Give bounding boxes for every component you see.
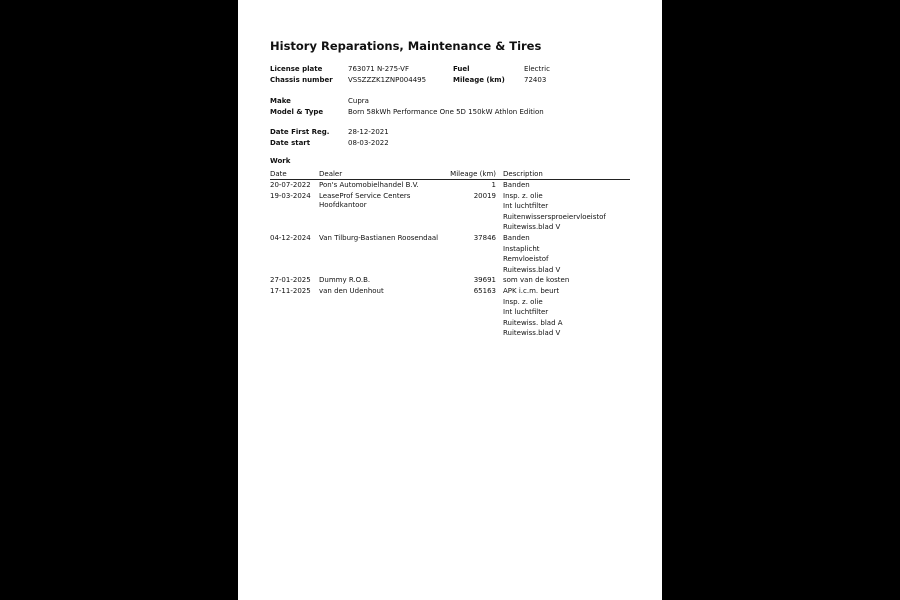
row-descriptions [503,192,606,234]
make-label: Make [270,97,291,105]
row-dealer [319,276,370,285]
first-reg-label: Date First Reg. [270,128,330,136]
row-date: 04-12-2024 [270,233,311,242]
column-header-mileage: Mileage (km) [450,170,496,178]
row-mileage: 37846 [473,233,496,242]
date-start-value: 08-03-2022 [348,139,389,147]
page-title: History Reparations, Maintenance & Tires [270,39,542,53]
model-label: Model & Type [270,108,324,116]
row-description-item: Instaplicht [503,244,540,253]
row-dealer-line: Hoofdkantoor [319,200,367,209]
row-descriptions [503,234,560,276]
row-description-item: Ruitewiss.blad V [503,329,561,338]
date-start-label: Date start [270,139,311,147]
column-header-dealer: Dealer [319,170,343,178]
row-dealer-line: Dummy R.O.B. [319,276,371,285]
mileage-label: Mileage (km) [453,76,505,84]
header-divider [270,179,630,180]
row-dealer [319,181,419,190]
row-date: 19-03-2024 [270,191,311,200]
row-date: 17-11-2025 [270,286,311,295]
first-reg-value: 28-12-2021 [348,128,389,136]
row-dealer-line: Pon's Automobielhandel B.V. [319,181,419,189]
row-description-item: Ruitewiss.blad V [503,223,561,232]
license-plate-label: License plate [270,65,323,73]
table-row [270,276,630,287]
row-description-item: Ruitenwissersproeiervloeistof [503,212,606,221]
row-description-item: APK i.c.m. beurt [503,286,560,295]
row-dealer [319,234,438,243]
row-date: 27-01-2025 [270,276,311,285]
column-header-date: Date [270,170,287,178]
license-plate-value: 763071 N-275-VF [348,65,410,73]
row-dealer [319,192,410,210]
table-row [270,181,630,192]
fuel-label: Fuel [453,65,470,73]
table-row [270,192,630,234]
row-mileage: 20019 [473,191,496,200]
row-description-item: Banden [503,233,530,242]
row-date: 20-07-2022 [270,181,311,189]
table-row [270,234,630,276]
row-description-item: Banden [503,181,530,189]
row-description-item: Insp. z. olie [503,297,543,306]
fuel-value: Electric [524,65,550,73]
row-description-item: Int luchtfilter [503,308,549,317]
row-dealer-line: Van Tilburg-Bastianen Roosendaal [319,233,439,242]
row-dealer [319,287,384,296]
row-descriptions [503,276,569,287]
work-heading: Work [270,157,291,165]
row-dealer-line: van den Udenhout [319,286,384,295]
make-value: Cupra [348,97,369,105]
row-mileage: 1 [491,181,496,189]
chassis-label: Chassis number [270,76,333,84]
model-value: Born 58kWh Performance One 5D 150kW Athlon Edition [348,108,544,116]
document-page [238,0,662,600]
row-mileage: 65163 [473,286,496,295]
row-description-item: Int luchtfilter [503,202,549,211]
row-descriptions [503,287,563,340]
row-dealer-line: LeaseProf Service Centers [319,191,411,200]
row-description-item: Ruitewiss.blad V [503,265,561,274]
table-row [270,287,630,340]
column-header-description: Description [503,170,543,178]
work-table [270,181,630,340]
chassis-value: VSSZZZK1ZNP004495 [348,76,427,84]
row-description-item: Insp. z. olie [503,191,543,200]
row-description-item: Ruitewiss. blad A [503,318,563,327]
row-descriptions [503,181,530,192]
row-description-item: som van de kosten [503,276,570,285]
row-mileage: 39691 [473,276,496,285]
row-description-item: Remvloeistof [503,255,549,264]
mileage-value: 72403 [524,76,547,84]
